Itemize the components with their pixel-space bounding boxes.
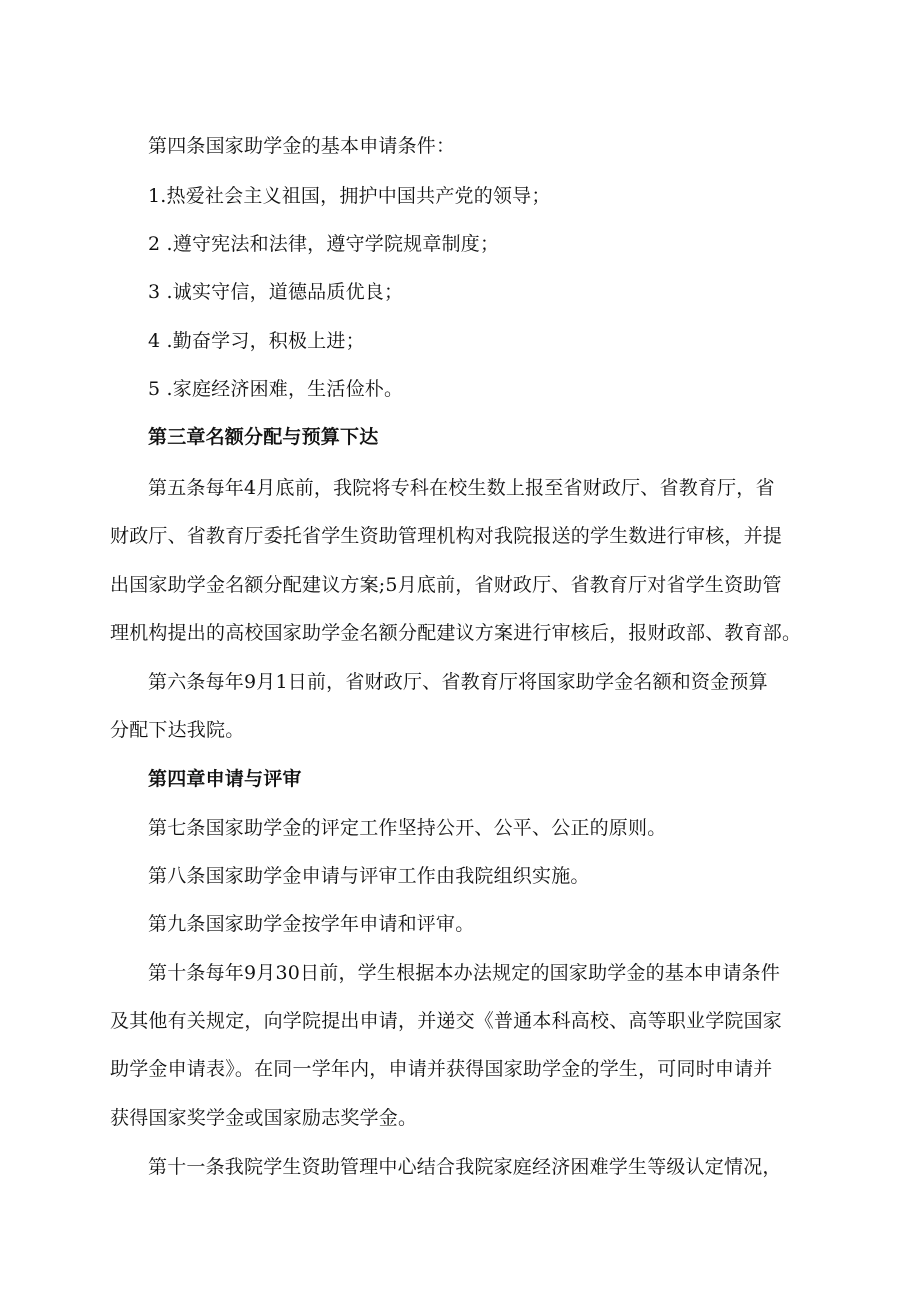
chapter3-heading: 第三章名额分配与预算下达 <box>148 426 379 448</box>
article4-item-3: 3 .诚实守信，道德品质优良； <box>148 281 404 303</box>
article7: 第七条国家助学金的评定工作坚持公开、公平、公正的原则。 <box>148 817 667 839</box>
article11-line-1: 第十一条我院学生资助管理中心结合我院家庭经济困难学生等级认定情况， <box>148 1156 782 1178</box>
article4-item-1: 1.热爱社会主义祖国，拥护中国共产党的领导； <box>148 185 551 207</box>
article6-line-1: 第六条每年9月1日前，省财政厅、省教育厅将国家助学金名额和资金预算 <box>148 671 768 693</box>
article10-line-2: 及其他有关规定，向学院提出申请，并递交《普通本科高校、高等职业学院国家 <box>110 1010 783 1032</box>
article9: 第九条国家助学金按学年申请和评审。 <box>148 913 475 935</box>
article4-item-4: 4 .勤奋学习，积极上进； <box>148 330 365 352</box>
article5-line-4: 理机构提出的高校国家助学金名额分配建议方案进行审核后，报财政部、教育部。 <box>110 622 802 644</box>
article5-line-1: 第五条每年4月底前，我院将专科在校生数上报至省财政厅、省教育厅，省 <box>148 477 775 499</box>
article4-title: 第四条国家助学金的基本申请条件： <box>148 135 456 157</box>
article6-line-2: 分配下达我院。 <box>110 719 245 741</box>
article10-line-4: 获得国家奖学金或国家励志奖学金。 <box>110 1107 418 1129</box>
article8: 第八条国家助学金申请与评审工作由我院组织实施。 <box>148 865 590 887</box>
chapter4-heading: 第四章申请与评审 <box>148 768 302 790</box>
article4-item-5: 5 .家庭经济困难，生活俭朴。 <box>148 378 404 400</box>
article10-line-3: 助学金申请表》。在同一学年内，申请并获得国家助学金的学生，可同时申请并 <box>110 1058 773 1080</box>
article5-line-2: 财政厅、省教育厅委托省学生资助管理机构对我院报送的学生数进行审核，并提 <box>110 525 783 547</box>
article4-item-2: 2 .遵守宪法和法律，遵守学院规章制度； <box>148 233 500 255</box>
article5-line-3: 出国家助学金名额分配建议方案;5月底前，省财政厅、省教育厅对省学生资助管 <box>110 574 782 596</box>
article10-line-1: 第十条每年9月30日前，学生根据本办法规定的国家助学金的基本申请条件 <box>148 962 781 984</box>
